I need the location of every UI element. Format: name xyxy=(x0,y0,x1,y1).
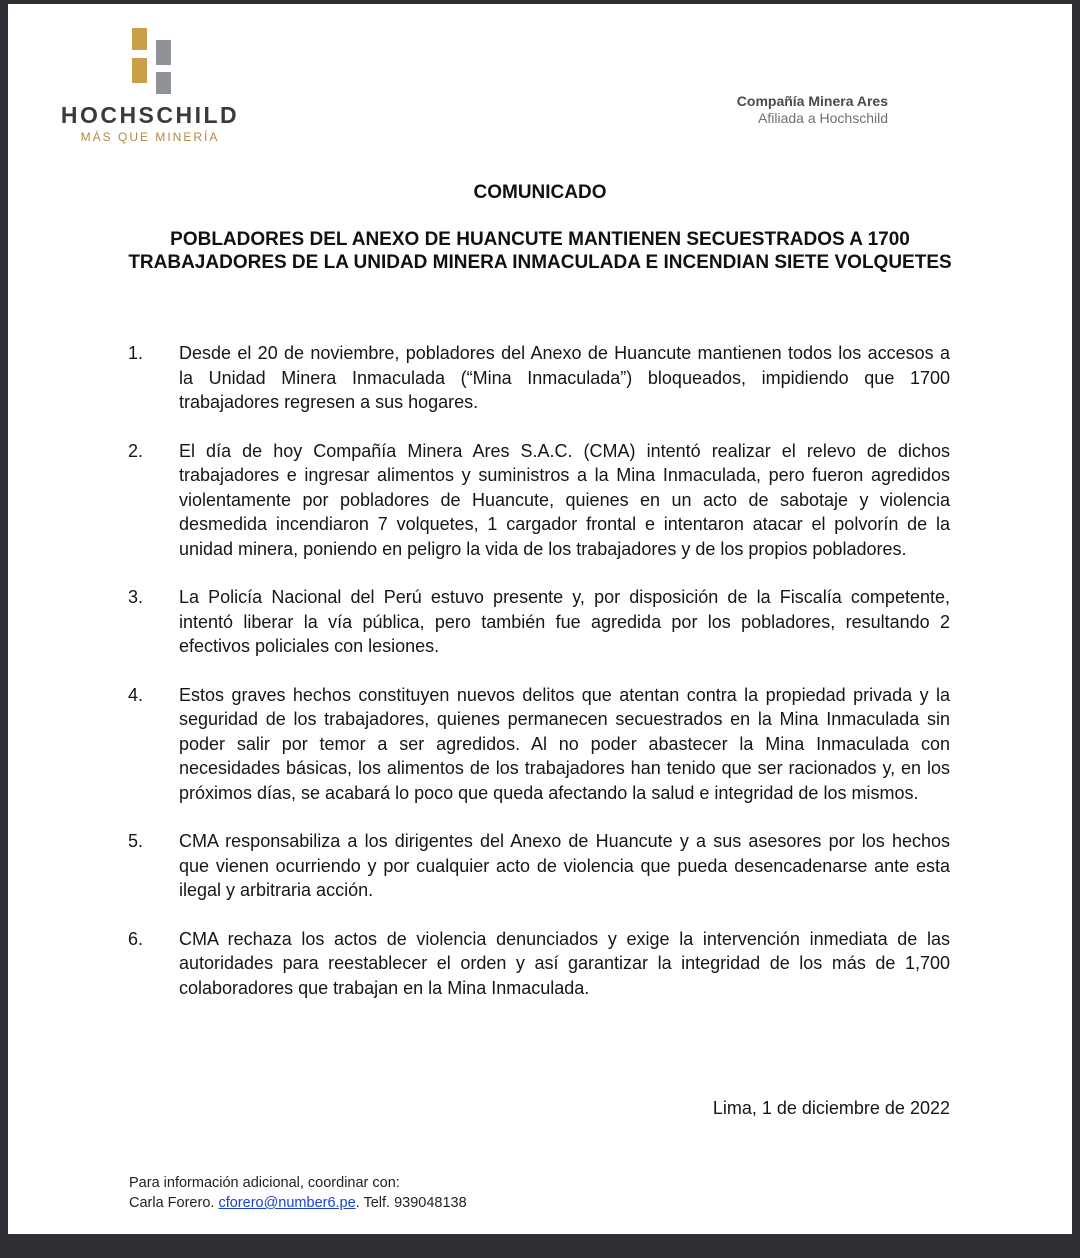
hochschild-logo-icon xyxy=(130,28,174,94)
contact-line: Carla Forero. cforero@number6.pe. Telf. 939048138 xyxy=(129,1195,467,1211)
list-item-text: CMA rechaza los actos de violencia denunciados y exige la intervención inmediata de las autoridades para reestablecer el orden y así garantizar la integridad de los más de 1,700 colaboradores que trabajan en la Mina Inmaculada. xyxy=(179,928,950,998)
logo-brand-name: HOCHSCHILD xyxy=(60,102,240,128)
statement-list xyxy=(128,341,950,1024)
list-item-text: El día de hoy Compañía Minera Ares S.A.C. (CMA) intentó realizar el relevo de dichos trabajadores e ingresar alimentos y suministros a la Mina Inmaculada, pero fueron agredidos violentamente por pobladores de Huancute, quienes en un acto de sabotaje y violencia desmedida incendiaron 7 volquetes, 1 cargador frontal e intentaron atacar el polvorín de la unidad minera, poniendo en peligro la vida de los trabajadores y de los propios pobladores. xyxy=(179,440,950,559)
list-item xyxy=(128,927,950,1001)
contact-intro: Para información adicional, coordinar con: xyxy=(129,1175,400,1191)
affiliate-name: Compañía Minera Ares xyxy=(736,93,888,109)
document-type-heading: COMUNICADO xyxy=(473,182,607,203)
list-item-text: CMA responsabiliza a los dirigentes del Anexo de Huancute y a sus asesores por los hechos que vienen ocurriendo y por cualquier acto de violencia que pueda desencadenarse ante esta ilegal y arbitraria acción. xyxy=(179,831,950,900)
list-item xyxy=(128,829,950,903)
affiliate-block xyxy=(737,93,888,127)
list-item xyxy=(128,439,950,562)
contact-info xyxy=(129,1173,467,1213)
contact-phone: Telf. 939048138 xyxy=(363,1195,467,1211)
document-page xyxy=(8,4,1072,1234)
list-item xyxy=(128,341,950,415)
contact-email-link[interactable]: cforero@number6.pe xyxy=(218,1195,356,1211)
list-item-number: 2. xyxy=(128,440,144,461)
list-item-number: 1. xyxy=(128,343,144,363)
list-item-number: 3. xyxy=(128,587,144,607)
document-headline: POBLADORES DEL ANEXO DE HUANCUTE MANTIENEN SECUESTRADOS A 1700 TRABAJADORES DE LA UNIDAD MINERA INMACULADA E INCENDIAN SIETE VOLQUETES xyxy=(128,229,952,273)
contact-name: Carla Forero. xyxy=(129,1195,215,1211)
affiliate-subtitle: Afiliada a Hochschild xyxy=(758,110,888,126)
list-item xyxy=(128,683,950,806)
list-item-text: La Policía Nacional del Perú estuvo presente y, por disposición de la Fiscalía competente, intentó liberar la vía pública, pero también fue agredida por los pobladores, resultando 2 efectivos policiales con lesiones. xyxy=(179,587,950,656)
list-item xyxy=(128,585,950,659)
list-item-text: Estos graves hechos constituyen nuevos delitos que atentan contra la propiedad privada y la seguridad de los trabajadores, quienes permanecen secuestrados en la Mina Inmaculada sin poder salir por temor a ser agredidos. Al no poder abastecer la Mina Inmaculada con necesidades básicas, los alimentos de los trabajadores han tenido que ser racionados y, en los próximos días, se acabará lo poco que queda afectando la salud e integridad de los mismos. xyxy=(179,684,950,803)
list-item-number: 6. xyxy=(128,928,144,949)
logo-tagline: MÁS QUE MINERÍA xyxy=(80,130,220,144)
list-item-number: 4. xyxy=(128,684,144,705)
list-item-text: Desde el 20 de noviembre, pobladores del Anexo de Huancute mantienen todos los accesos a la Unidad Minera Inmaculada (“Mina Inmaculada”) bloqueados, impidiendo que 1700 trabajadores regresen a sus hogares. xyxy=(179,343,950,412)
list-item-number: 5. xyxy=(128,831,144,851)
document-date: Lima, 1 de diciembre de 2022 xyxy=(712,1098,950,1118)
